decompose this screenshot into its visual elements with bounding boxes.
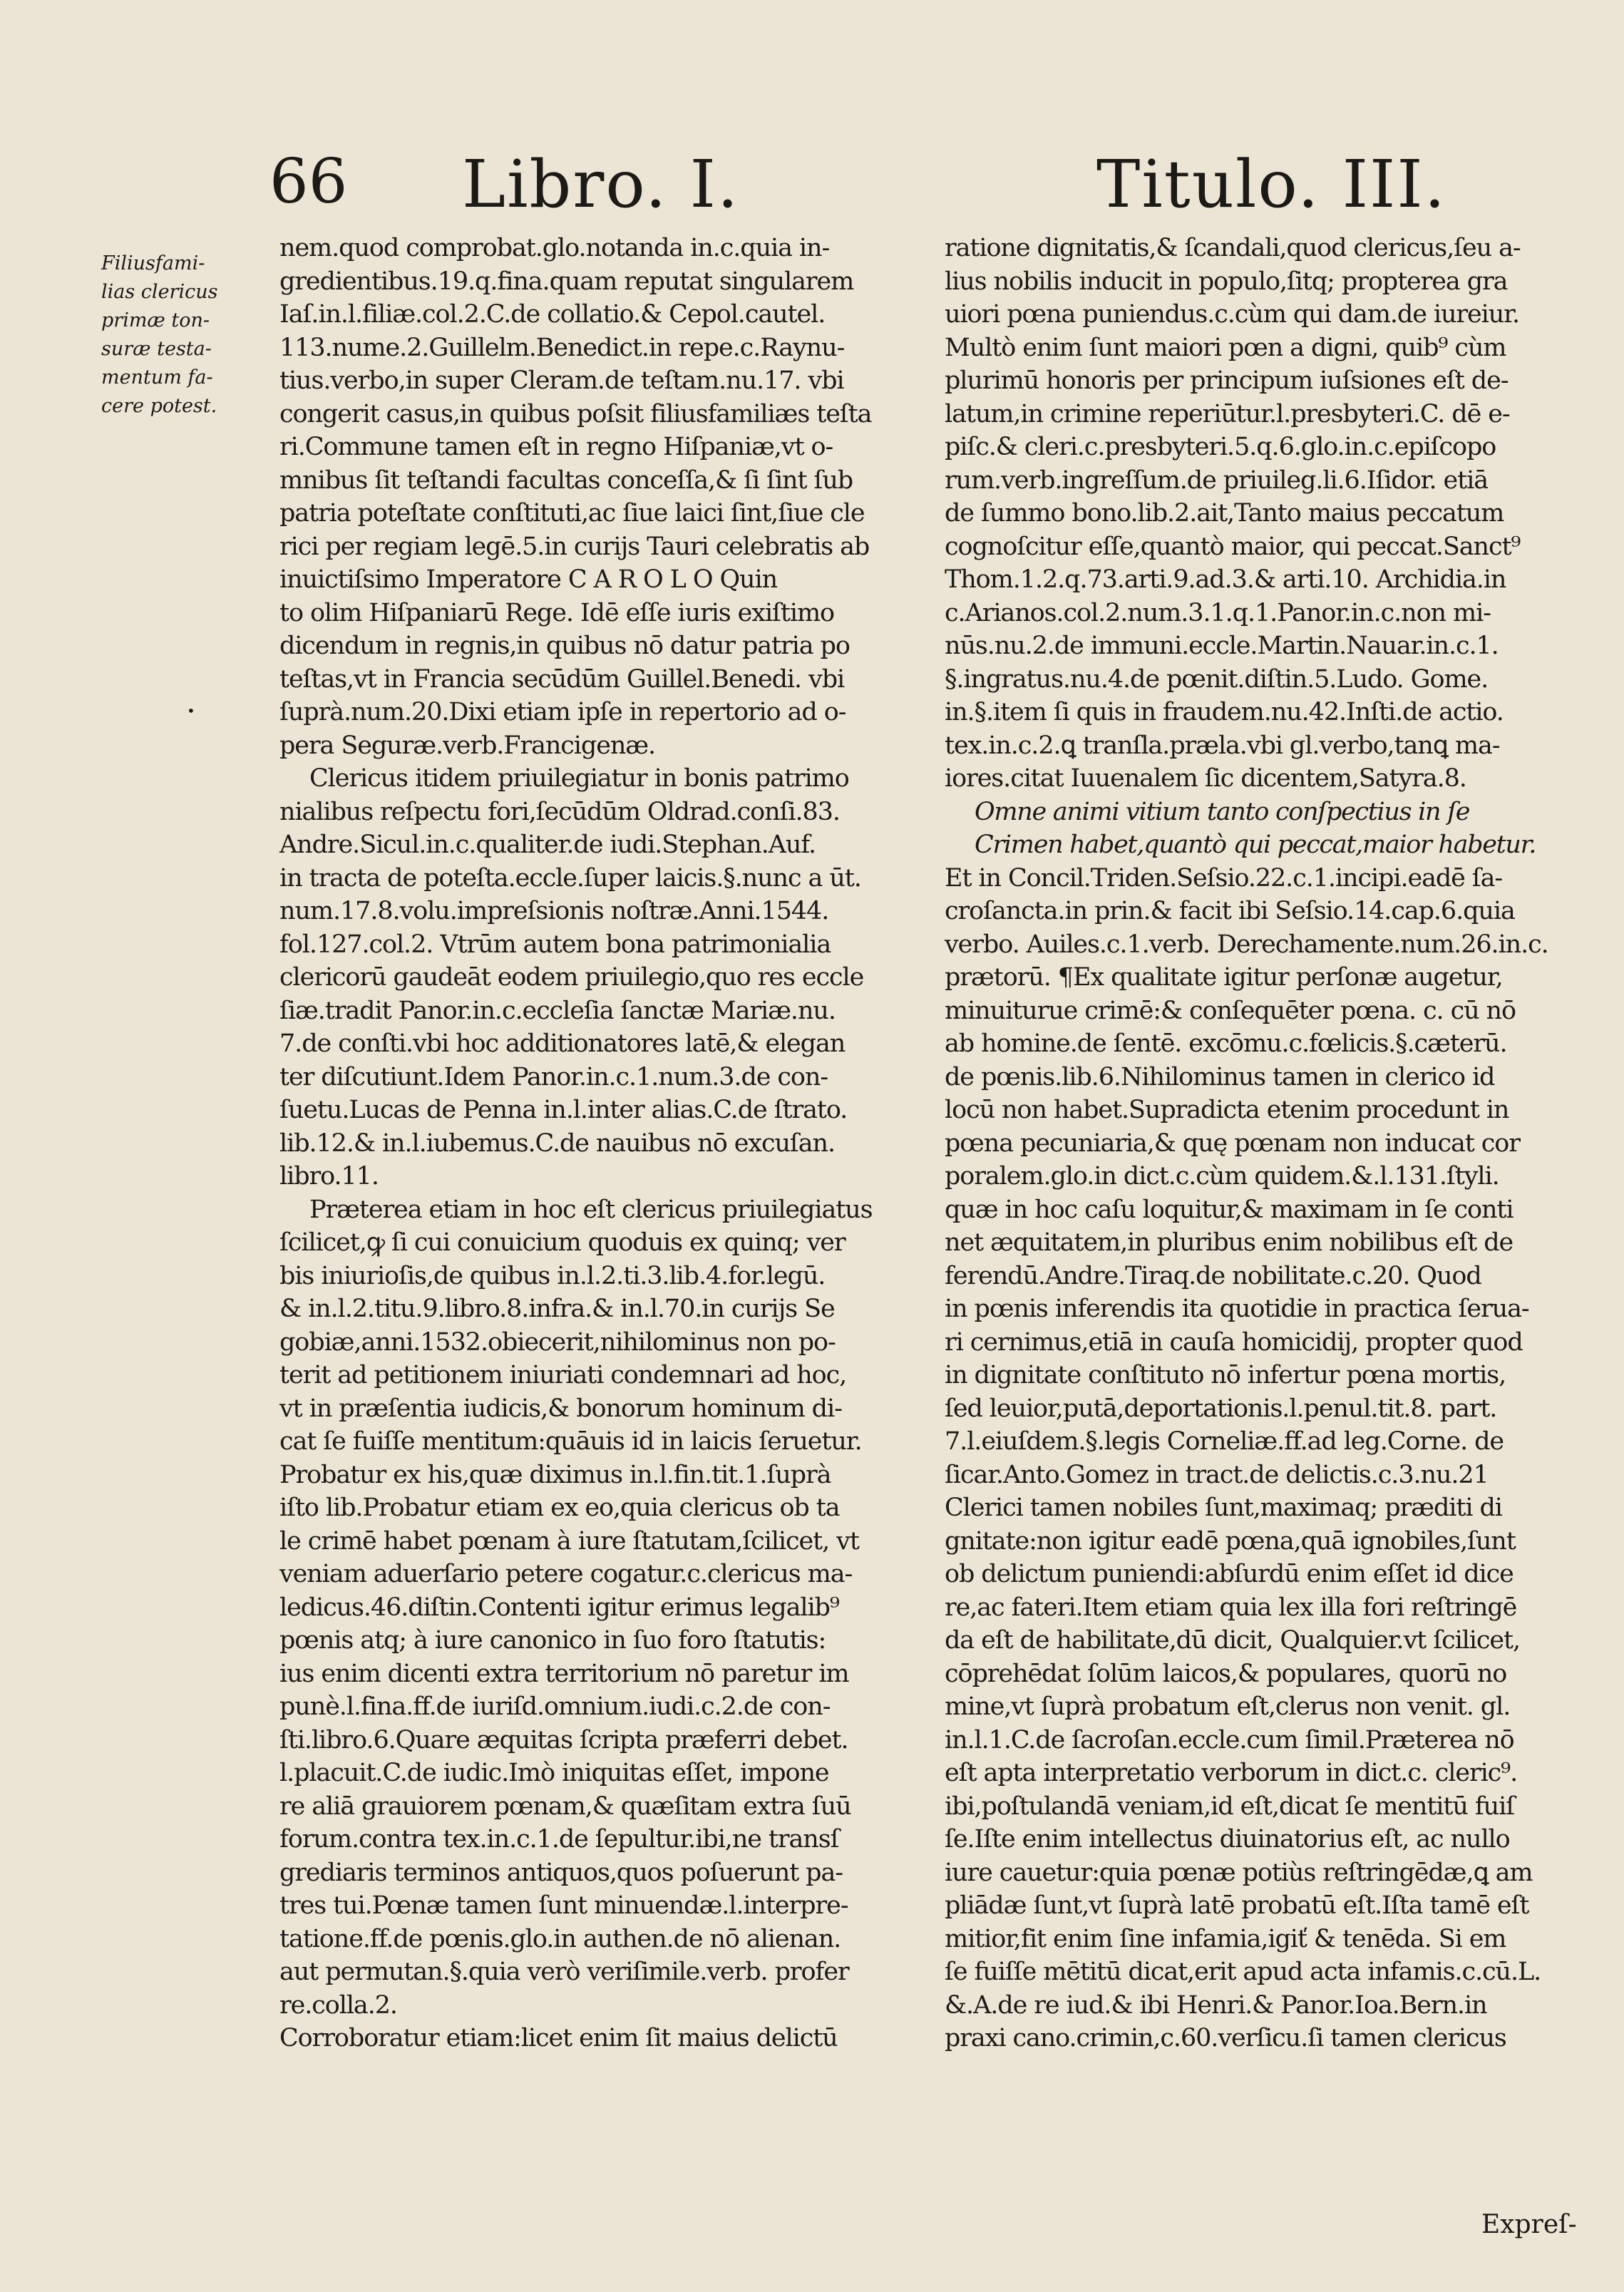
text-line: ſed leuior,putā,deportationis.l.penul.tit.8. part. xyxy=(945,1394,1497,1423)
text-line: poralem.glo.in dict.c.cùm quidem.&.l.131.ſtyli. xyxy=(945,1162,1499,1191)
text-line: lius nobilis inducit in populo,ſitq; propterea gra xyxy=(945,267,1508,296)
running-head xyxy=(0,146,1624,232)
text-line: Crimen habet,quantò qui peccat,maior habetur. xyxy=(975,831,1536,859)
text-line: latum,in crimine reperiūtur.l.presbyteri.C. dē e- xyxy=(945,399,1510,428)
text-line: da eſt de habilitate,dū dicit, Qualquier.vt ſcilicet, xyxy=(945,1626,1520,1655)
text-line: re.colla.2. xyxy=(279,1990,397,2020)
text-line: ob delictum puniendi:abſurdū enim eſſet id dice xyxy=(945,1560,1513,1588)
text-line: veniam aduerſario petere cogatur.c.clericus ma- xyxy=(279,1560,853,1588)
title-heading: Titulo. III. xyxy=(1096,146,1446,222)
text-line: net æquitatem,in pluribus enim nobilibus eſt de xyxy=(945,1228,1513,1257)
text-line: Probatur ex his,quæ diximus in.l.fin.tit.1.ſuprà xyxy=(279,1460,831,1489)
text-line: tatione.ff.de pœnis.glo.in authen.de nō alienan. xyxy=(279,1924,841,1953)
text-line: Clerici tamen nobiles ſunt,maximaq; præditi di xyxy=(945,1494,1502,1522)
text-line: nialibus reſpectu fori,ſecūdūm Oldrad.conſi.83. xyxy=(279,797,840,826)
text-line: ſuetu.Lucas de Penna in.l.inter alias.C.de ſtrato. xyxy=(279,1096,848,1124)
text-line: rum.verb.ingreſſum.de priuileg.li.6.Iſidor. etiā xyxy=(945,466,1488,495)
text-line: le crimē habet pœnam à iure ſtatutam,ſcilicet, vt xyxy=(279,1526,859,1556)
text-line: de ſummo bono.lib.2.ait,Tanto maius peccatum xyxy=(945,499,1504,528)
text-line: praxi cano.crimin,c.60.verſicu.ſi tamen clericus xyxy=(945,2024,1506,2052)
text-line: ſiæ.tradit Panor.in.c.eccleſia ſanctæ Mariæ.nu. xyxy=(279,996,836,1025)
text-line: num.17.8.volu.impreſsionis noſtræ.Anni.1544. xyxy=(279,897,829,925)
text-line: ter diſcutiunt.Idem Panor.in.c.1.num.3.de con- xyxy=(279,1062,828,1091)
text-line: tex.in.c.2.ꝗ tranſla.præla.vbi gl.verbo,tanꝗ ma- xyxy=(945,731,1500,760)
text-line: ſe fuiſſe mētitū dicat,erit apud acta infamis.c.cū.L. xyxy=(945,1958,1541,1986)
marginal-note xyxy=(101,250,247,421)
right-column xyxy=(945,232,1576,2055)
text-line: ſti.libro.6.Quare æquitas ſcripta præferri debet. xyxy=(279,1725,848,1754)
text-line: grediaris terminos antiquos,quos poſuerunt pa- xyxy=(279,1858,843,1887)
text-line: tres tui.Pœnæ tamen ſunt minuendæ.l.interpre- xyxy=(279,1891,848,1920)
text-line: l.placuit.C.de iudic.Imò iniquitas eſſet, impone xyxy=(279,1759,829,1787)
text-line: piſc.& cleri.c.presbyteri.5.q.6.glo.in.c.epiſcopo xyxy=(945,433,1496,461)
page-number: 66 xyxy=(269,146,348,217)
text-line: uiori pœna puniendus.c.cùm qui dam.de iureiur. xyxy=(945,300,1519,329)
text-line: iure cauetur:quia pœnæ potiùs reſtringēdæ,ꝗ am xyxy=(945,1858,1533,1887)
text-line: verbo. Auiles.c.1.verb. Derechamente.num.26.in.c. xyxy=(945,930,1548,959)
text-line: mitior,fit enim ſine infamia,igiť & tenēda. Si em xyxy=(945,1924,1506,1953)
text-line: eſt apta interpretatio verborum in dict.c. cleric⁹. xyxy=(945,1759,1518,1787)
text-line: ratione dignitatis,& ſcandali,quod clericus,ſeu a- xyxy=(945,234,1521,262)
text-line: plurimū honoris per principum iuſsiones eſt de- xyxy=(945,366,1509,395)
text-line: ius enim dicenti extra territorium nō paretur im xyxy=(279,1659,849,1688)
text-line: iſto lib.Probatur etiam ex eo,quia clericus ob ta xyxy=(279,1494,840,1522)
text-line: teſtas,vt in Francia secūdūm Guillel.Benedi. vbi xyxy=(279,664,845,694)
text-line: ab homine.de ſentē. excōmu.c.fœlicis.§.cæterū. xyxy=(945,1029,1507,1058)
text-line: in tracta de poteſta.eccle.ſuper laicis.§.nunc a ūt. xyxy=(279,863,861,893)
text-line: aut permutan.§.quia verò veriſimile.verb. profer xyxy=(279,1958,849,1986)
text-line: ri.Commune tamen eſt in regno Hiſpaniæ,vt o- xyxy=(279,433,833,461)
text-line: gredientibus.19.q.fina.quam reputat singularem xyxy=(279,267,854,296)
text-line: ibi,poſtulandā veniam,id eſt,dicat ſe mentitū fuiſ xyxy=(945,1792,1515,1821)
text-line: de pœnis.lib.6.Nihilominus tamen in clerico id xyxy=(945,1062,1495,1091)
text-line: Corroboratur etiam:licet enim ſit maius delictū xyxy=(279,2024,838,2052)
text-line: in.l.1.C.de ſacroſan.eccle.cum ſimil.Præterea nō xyxy=(945,1725,1514,1754)
text-line: croſancta.in prin.& facit ibi Seſsio.14.cap.6.quia xyxy=(945,897,1515,925)
text-line: c.Arianos.col.2.num.3.1.q.1.Panor.in.c.non mi- xyxy=(945,598,1491,627)
text-line: terit ad petitionem iniuriati condemnari ad hoc, xyxy=(279,1361,847,1389)
text-line: &.A.de re iud.& ibi Henri.& Panor.Ioa.Bern.in xyxy=(945,1990,1487,2020)
text-line: Et in Concil.Triden.Seſsio.22.c.1.incipi.eadē ſa- xyxy=(945,863,1503,893)
catchword: Expreſ- xyxy=(1481,2210,1577,2239)
text-line: Omne animi vitium tanto conſpectius in ſe xyxy=(975,797,1470,826)
text-line: quæ in hoc caſu loquitur,& maximam in ſe conti xyxy=(945,1195,1513,1224)
text-line: Filiusfami- xyxy=(101,252,205,274)
text-line: ſcilicet,ꝙ ſi cui conuicium quoduis ex quinq; ver xyxy=(279,1228,846,1257)
text-line: §.ingratus.nu.4.de pœnit.diſtin.5.Ludo. Gome. xyxy=(945,664,1489,694)
text-line: cat ſe fuiſſe mentitum:quāuis id in laicis ſeruetur. xyxy=(279,1427,862,1456)
text-line: mnibus ſit teſtandi facultas conceſſa,& ſi ſint ſub xyxy=(279,466,853,495)
text-line: 7.l.eiuſdem.§.legis Corneliæ.ff.ad leg.Corne. de xyxy=(945,1427,1504,1456)
text-line: lib.12.& in.l.iubemus.C.de nauibus nō excuſan. xyxy=(279,1129,836,1158)
text-line: libro.11. xyxy=(279,1162,379,1191)
book-heading: Libro. I. xyxy=(462,146,740,222)
text-line: in pœnis inferendis ita quotidie in practica ſerua- xyxy=(945,1295,1529,1323)
text-line: gnitate:non igitur eadē pœna,quā ignobiles,ſunt xyxy=(945,1526,1516,1556)
text-line: in.§.item ſi quis in fraudem.nu.42.Inſti.de actio. xyxy=(945,698,1504,726)
text-line: cere potest. xyxy=(101,395,217,417)
text-line: Thom.1.2.q.73.arti.9.ad.3.& arti.10. Archidia.in xyxy=(945,565,1506,594)
text-line: dicendum in regnis,in quibus nō datur patria po xyxy=(279,632,850,660)
text-line: cognoſcitur eſſe,quantò maior, qui peccat.Sanct⁹ xyxy=(945,532,1521,561)
text-line: punè.l.fina.ff.de iuriſd.omnium.iudi.c.2.de con- xyxy=(279,1692,831,1721)
text-line: vt in præſentia iudicis,& bonorum hominum di- xyxy=(279,1394,842,1423)
text-line: Clericus itidem priuilegiatur in bonis patrimo xyxy=(309,764,849,793)
text-line: re,ac fateri.Item etiam quia lex illa fori reſtringē xyxy=(945,1593,1517,1622)
text-line: ſuprà.num.20.Dixi etiam ipſe in repertorio ad o- xyxy=(279,698,846,726)
text-line: tius.verbo,in super Cleram.de teſtam.nu.17. vbi xyxy=(279,366,844,395)
text-line: clericorū gaudeāt eodem priuilegio,quo res eccle xyxy=(279,963,864,992)
text-line: rici per regiam legē.5.in curijs Tauri celebratis ab xyxy=(279,532,870,561)
text-line: pœnis atq; à iure canonico in ſuo foro ſtatutis: xyxy=(279,1626,826,1655)
text-line: suræ testa- xyxy=(101,338,212,360)
text-line: pera Seguræ.verb.Francigenæ. xyxy=(279,731,656,760)
text-line: nūs.nu.2.de immuni.eccle.Martin.Nauar.in.c.1. xyxy=(945,632,1499,660)
text-line: bis iniurioſis,de quibus in.l.2.ti.3.lib.4.for.legū. xyxy=(279,1261,826,1290)
text-line: inuictiſsimo Imperatore C A R O L O Quin xyxy=(279,565,778,594)
text-line: Andre.Sicul.in.c.qualiter.de iudi.Stephan.Auf. xyxy=(279,831,816,859)
text-line: locū non habet.Supradicta etenim procedunt in xyxy=(945,1096,1509,1124)
text-line: mentum fa- xyxy=(101,366,213,389)
text-line: nem.quod comprobat.glo.notanda in.c.quia in- xyxy=(279,234,830,262)
text-line: Præterea etiam in hoc eſt clericus priuilegiatus xyxy=(309,1195,873,1224)
text-line: re aliā grauiorem pœnam,& quæſitam extra ſuū xyxy=(279,1792,851,1821)
text-line: 113.nume.2.Guillelm.Benedict.in repe.c.Raynu- xyxy=(279,333,845,362)
text-line: ſe.Iſte enim intellectus diuinatorius eſt, ac nullo xyxy=(945,1825,1510,1854)
text-line: mine,vt ſuprà probatum eſt,clerus non venit. gl. xyxy=(945,1692,1511,1721)
text-line: primæ ton- xyxy=(101,309,210,332)
text-line: pliādæ ſunt,vt ſuprà latē probatū eſt.Iſta tamē eſt xyxy=(945,1891,1529,1920)
text-line: lias clericus xyxy=(101,281,218,303)
printer-mark: • xyxy=(187,702,195,719)
text-line: ledicus.46.diſtin.Contenti igitur erimus legalib⁹ xyxy=(279,1593,839,1622)
left-column xyxy=(279,232,918,2055)
text-line: pœna pecuniaria,& quę pœnam non inducat cor xyxy=(945,1129,1520,1158)
text-line: gobiæ,anni.1532.obiecerit,nihilominus non po- xyxy=(279,1327,836,1357)
text-line: ſicar.Anto.Gomez in tract.de delictis.c.3.nu.21 xyxy=(945,1460,1489,1489)
text-line: iores.citat Iuuenalem ſic dicentem,Satyra.8. xyxy=(945,764,1466,793)
text-line: Multò enim ſunt maiori pœn a digni, quib⁹ cùm xyxy=(945,333,1506,362)
text-line: forum.contra tex.in.c.1.de ſepultur.ibi,ne transſ xyxy=(279,1825,839,1854)
text-line: congerit casus,in quibus poſsit filiusfamiliæs teſta xyxy=(279,399,872,428)
text-line: in dignitate conſtituto nō infertur pœna mortis, xyxy=(945,1361,1506,1389)
text-line: fol.127.col.2. Vtrūm autem bona patrimonialia xyxy=(279,930,831,959)
text-line: to olim Hiſpaniarū Rege. Idē eſſe iuris exiſtimo xyxy=(279,598,835,627)
text-line: cōprehēdat ſolūm laicos,& populares, quorū no xyxy=(945,1659,1507,1688)
text-line: minuiturue crimē:& conſequēter pœna. c. cū nō xyxy=(945,996,1516,1025)
text-line: ferendū.Andre.Tiraq.de nobilitate.c.20. Quod xyxy=(945,1261,1481,1290)
text-line: Iaſ.in.l.filiæ.col.2.C.de collatio.& Cepol.cautel. xyxy=(279,300,826,329)
text-line: & in.l.2.titu.9.libro.8.infra.& in.l.70.in curijs Se xyxy=(279,1295,835,1323)
text-line: patria poteſtate conſtituti,ac ſiue laici ſint,ſiue cle xyxy=(279,499,865,528)
text-line: ri cernimus,etiā in cauſa homicidij, propter quod xyxy=(945,1327,1523,1357)
text-line: prætorū. ¶Ex qualitate igitur perſonæ augetur, xyxy=(945,963,1503,992)
text-line: 7.de conſti.vbi hoc additionatores latē,& elegan xyxy=(279,1029,846,1058)
